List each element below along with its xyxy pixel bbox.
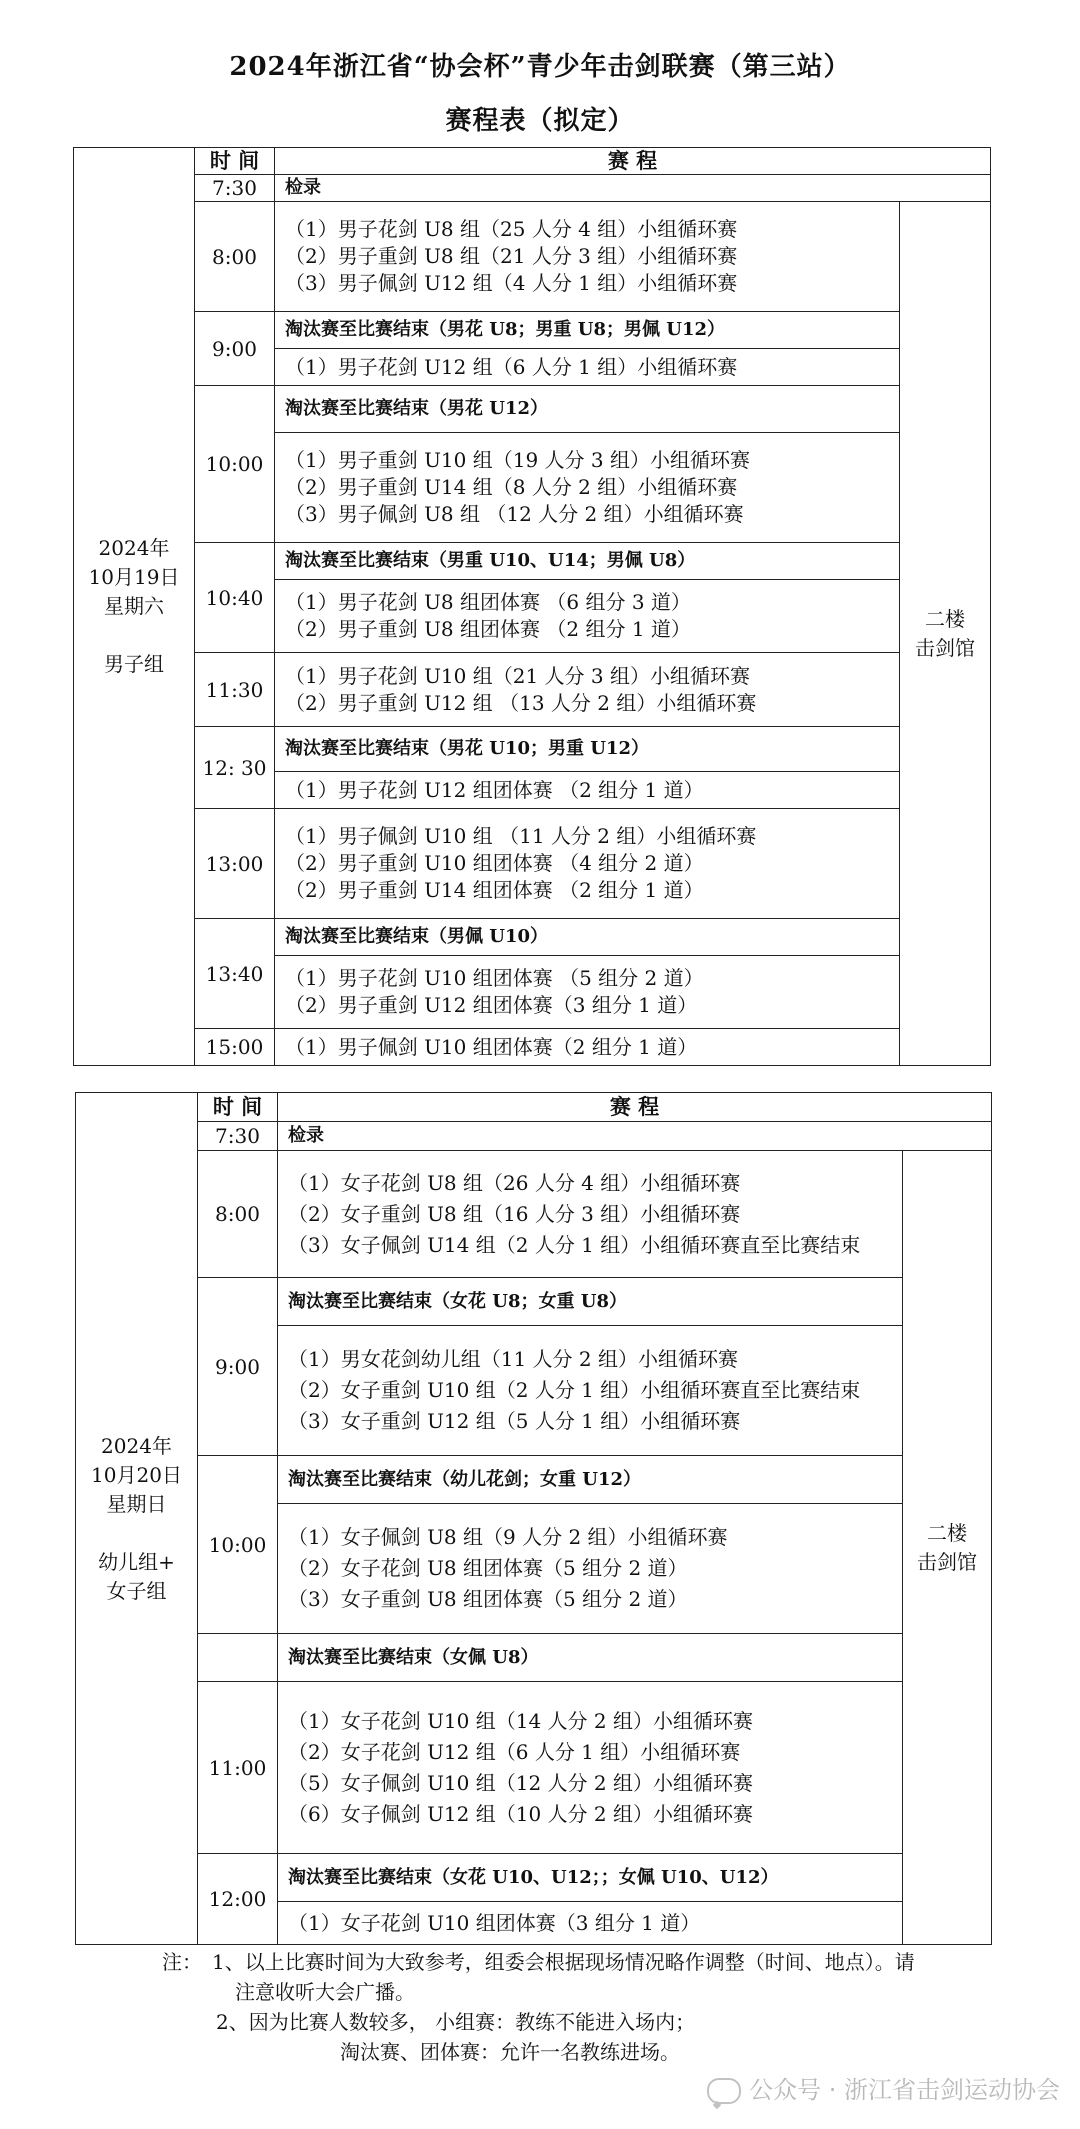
header-row <box>74 148 991 175</box>
knockout-cell <box>275 543 900 580</box>
checkin-time: 7:30 <box>195 175 275 202</box>
event-line: 淘汰赛至比赛结束（女花 U10、U12；；女佩 U10、U12） <box>288 1866 779 1888</box>
venue-cell <box>903 1151 992 1945</box>
venue-line: 击剑馆 <box>915 635 975 660</box>
event-cell <box>275 202 900 312</box>
event-line: 淘汰赛至比赛结束（幼儿花剑；女重 U12） <box>288 1468 642 1490</box>
event-line: 淘汰赛至比赛结束（女佩 U8） <box>288 1646 539 1668</box>
event-line: 淘汰赛至比赛结束（男花 U8；男重 U8；男佩 U12） <box>285 319 725 341</box>
watermark-text: 公众号 · 浙江省击剑运动协会 <box>749 2076 1060 2104</box>
day-line: 女子组 <box>106 1578 167 1603</box>
event-line: （1）女子佩剑 U8 组（9 人分 2 组）小组循环赛 <box>288 1525 728 1549</box>
event-line: （1）男子佩剑 U10 组 （11 人分 2 组）小组循环赛 <box>285 824 757 848</box>
schedule-row <box>74 1029 991 1066</box>
venue-line: 二楼 <box>925 606 965 631</box>
event-line: （3）女子重剑 U8 组团体赛（5 组分 2 道） <box>288 1587 688 1611</box>
event-line: （2）男子重剑 U12 组 （13 人分 2 组）小组循环赛 <box>285 690 757 715</box>
notes-label: 注： <box>162 1950 202 1974</box>
venue-line: 击剑馆 <box>917 1549 977 1574</box>
checkin-row <box>74 175 991 202</box>
event-line: （2）男子重剑 U8 组团体赛 （2 组分 1 道） <box>285 617 691 641</box>
day-line: 10月19日 <box>88 565 180 589</box>
schedule-row <box>76 1151 992 1278</box>
day-line: 幼儿组+ <box>98 1549 175 1574</box>
event-line: （1）男子花剑 U10 组团体赛 （5 组分 2 道） <box>285 966 704 990</box>
event-line: （1）男子花剑 U8 组团体赛 （6 组分 3 道） <box>285 590 691 614</box>
note-1-line-2: 注意收听大会广播。 <box>235 1980 415 2004</box>
event-cell <box>275 580 900 653</box>
event-cell <box>275 772 900 809</box>
page-subtitle: 赛程表（拟定） <box>445 106 635 136</box>
knockout-cell <box>278 1456 903 1504</box>
event-cell <box>278 1326 903 1456</box>
venue-cell <box>900 202 991 1066</box>
event-line: （2）男子重剑 U10 组团体赛 （4 组分 2 道） <box>285 851 704 875</box>
event-line: （1）男子花剑 U10 组（21 人分 3 组）小组循环赛 <box>285 663 750 688</box>
event-line: （1）男子重剑 U10 组（19 人分 3 组）小组循环赛 <box>285 448 750 472</box>
time-cell: 13:40 <box>195 919 275 1029</box>
time-cell: 9:00 <box>198 1278 278 1456</box>
event-line: （1）男子花剑 U12 组团体赛 （2 组分 1 道） <box>285 778 704 802</box>
time-cell: 8:00 <box>198 1151 278 1278</box>
day-cell <box>74 148 195 1066</box>
event-cell <box>275 349 900 386</box>
knockout-cell <box>275 919 900 956</box>
wechat-icon <box>707 2078 741 2104</box>
schedule-row <box>76 1854 992 1902</box>
event-line: （2）男子重剑 U12 组团体赛（3 组分 1 道） <box>285 993 698 1017</box>
event-line: （1）女子花剑 U10 组团体赛（3 组分 1 道） <box>288 1911 701 1935</box>
event-cell <box>275 809 900 919</box>
day-line: 2024年 <box>98 536 170 560</box>
time-cell: 11:00 <box>198 1682 278 1854</box>
knockout-cell <box>278 1854 903 1902</box>
event-line: 淘汰赛至比赛结束（女花 U8；女重 U8） <box>288 1290 627 1312</box>
schedule-row <box>74 312 991 349</box>
schedule-row <box>74 727 991 772</box>
knockout-cell <box>275 312 900 349</box>
event-line: 淘汰赛至比赛结束（男重 U10、U14；男佩 U8） <box>285 550 696 572</box>
time-cell: 13:00 <box>195 809 275 919</box>
day-line: 2024年 <box>101 1433 172 1458</box>
schedule-table-day2 <box>75 1092 992 1945</box>
time-cell: 9:00 <box>195 312 275 386</box>
event-line: （2）男子重剑 U14 组团体赛 （2 组分 1 道） <box>285 878 704 902</box>
time-cell: 10:40 <box>195 543 275 653</box>
event-line: （3）女子重剑 U12 组（5 人分 1 组）小组循环赛 <box>288 1409 741 1433</box>
event-line: （3）男子佩剑 U8 组 （12 人分 2 组）小组循环赛 <box>285 502 744 526</box>
day-line: 10月20日 <box>91 1462 182 1487</box>
day-line: 星期六 <box>104 594 164 618</box>
knockout-cell <box>278 1634 903 1682</box>
watermark <box>707 2070 1060 2105</box>
event-line: （1）男子花剑 U8 组（25 人分 4 组）小组循环赛 <box>285 217 738 241</box>
time-header: 时 间 <box>195 148 275 175</box>
event-line: （1）男子花剑 U12 组（6 人分 1 组）小组循环赛 <box>285 355 738 379</box>
event-line: 淘汰赛至比赛结束（男花 U12） <box>285 398 549 420</box>
day-line <box>76 1519 197 1548</box>
day-cell <box>76 1093 198 1945</box>
day-line: 星期日 <box>106 1491 167 1516</box>
note-2-line-2: 淘汰赛、团体赛：允许一名教练进场。 <box>340 2040 680 2064</box>
event-cell <box>278 1151 903 1278</box>
event-line: （3）男子佩剑 U12 组（4 人分 1 组）小组循环赛 <box>285 271 738 295</box>
time-cell: 12: 30 <box>195 727 275 809</box>
event-line: （2）女子花剑 U12 组（6 人分 1 组）小组循环赛 <box>288 1739 741 1764</box>
page-title: 2024年浙江省“协会杯”青少年击剑联赛（第三站） <box>229 52 851 82</box>
schedule-row <box>74 386 991 433</box>
time-cell <box>198 1634 278 1682</box>
time-cell: 11:30 <box>195 653 275 727</box>
schedule-row <box>74 543 991 580</box>
knockout-cell <box>275 386 900 433</box>
note-1-line-1: 1、以上比赛时间为大致参考，组委会根据现场情况略作调整（时间、地点）。请 <box>212 1950 915 1974</box>
schedule-table-day1 <box>73 147 991 1066</box>
event-cell <box>275 1029 900 1066</box>
event-cell <box>278 1504 903 1634</box>
event-line: （1）男子佩剑 U10 组团体赛（2 组分 1 道） <box>285 1035 698 1059</box>
event-line: （6）女子佩剑 U12 组（10 人分 2 组）小组循环赛 <box>288 1801 753 1826</box>
event-line: 淘汰赛至比赛结束（男花 U10；男重 U12） <box>285 738 650 760</box>
event-cell <box>275 653 900 727</box>
schedule-row <box>74 653 991 727</box>
event-cell <box>278 1682 903 1854</box>
event-cell <box>278 1902 903 1945</box>
checkin-label: 检录 <box>275 175 991 202</box>
event-line: （1）女子花剑 U8 组（26 人分 4 组）小组循环赛 <box>288 1170 741 1195</box>
schedule-row <box>76 1278 992 1326</box>
schedule-row <box>76 1682 992 1854</box>
event-line: （2）女子重剑 U10 组（2 人分 1 组）小组循环赛直至比赛结束 <box>288 1378 861 1402</box>
event-line: （2）男子重剑 U14 组（8 人分 2 组）小组循环赛 <box>285 475 738 499</box>
time-cell: 12:00 <box>198 1854 278 1945</box>
time-cell: 10:00 <box>195 386 275 543</box>
schedule-header: 赛 程 <box>278 1093 992 1122</box>
day-line <box>74 621 194 650</box>
schedule-row <box>76 1634 992 1682</box>
event-line: （3）女子佩剑 U14 组（2 人分 1 组）小组循环赛直至比赛结束 <box>288 1232 861 1257</box>
day-line: 男子组 <box>104 652 164 676</box>
event-line: （2）男子重剑 U8 组（21 人分 3 组）小组循环赛 <box>285 244 738 268</box>
time-header: 时 间 <box>198 1093 278 1122</box>
time-cell: 8:00 <box>195 202 275 312</box>
checkin-label: 检录 <box>278 1122 992 1151</box>
time-cell: 15:00 <box>195 1029 275 1066</box>
schedule-row <box>74 919 991 956</box>
checkin-time: 7:30 <box>198 1122 278 1151</box>
time-cell: 10:00 <box>198 1456 278 1634</box>
event-line: （2）女子重剑 U8 组（16 人分 3 组）小组循环赛 <box>288 1201 741 1226</box>
header-row <box>76 1093 992 1122</box>
schedule-row <box>74 809 991 919</box>
event-line: （2）女子花剑 U8 组团体赛（5 组分 2 道） <box>288 1556 688 1580</box>
schedule-row <box>76 1456 992 1504</box>
venue-line: 二楼 <box>927 1520 967 1545</box>
schedule-header: 赛 程 <box>275 148 991 175</box>
knockout-cell <box>275 727 900 772</box>
event-line: （1）男女花剑幼儿组（11 人分 2 组）小组循环赛 <box>288 1347 738 1371</box>
event-line: （1）女子花剑 U10 组（14 人分 2 组）小组循环赛 <box>288 1708 753 1733</box>
checkin-row <box>76 1122 992 1151</box>
event-cell <box>275 433 900 543</box>
event-cell <box>275 956 900 1029</box>
schedule-row <box>74 202 991 312</box>
note-2-line-1: 2、因为比赛人数较多， 小组赛：教练不能进入场内； <box>216 2010 696 2034</box>
event-line: 淘汰赛至比赛结束（男佩 U10） <box>285 926 549 948</box>
event-line: （5）女子佩剑 U10 组（12 人分 2 组）小组循环赛 <box>288 1770 753 1795</box>
knockout-cell <box>278 1278 903 1326</box>
